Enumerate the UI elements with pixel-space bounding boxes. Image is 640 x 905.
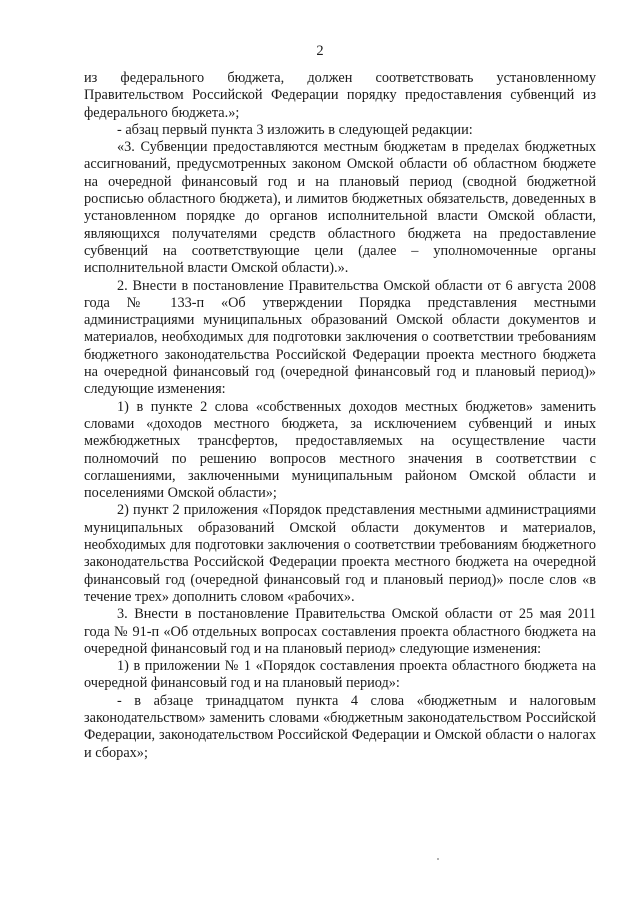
paragraph-section-2-item-2: 2) пункт 2 приложения «Порядок представления местными администрациями муниципальных образований Омской области документов и материалов, необходимых для подготовки заключения о соответствии требованиям бюджетного законодательства Российской Федерации проекта местного бюджета на очередной финансовый год (очередной финансовый год и плановый период)» после слов «в течение трех» дополнить словом «рабочих». [84, 502, 596, 605]
page-number: 2 [316, 43, 324, 59]
paragraph-section-3-item-1: 1) в приложении № 1 «Порядок составления проекта областного бюджета на очередной финансовый год и на плановый период»: [84, 658, 596, 692]
paragraph-subventions-clause: «3. Субвенции предоставляются местным бюджетам в пределах бюджетных ассигнований, предусмотренных законом Омской области об областном бюджете на очередной финансовый год и на плановый период (сводной бюджетной росписью областного бюджета), и лимитов бюджетных обязательств, доведенных в установленном порядке до органов исполнительной власти Омской области, являющихся получателями средств областного бюджета на предоставление субвенций на соответствующие цели (далее – уполномоченные органы исполнительной власти Омской области).». [84, 139, 596, 277]
paragraph-section-3: 3. Внести в постановление Правительства Омской области от 25 мая 2011 года № 91-п «Об отдельных вопросах составления проекта областного бюджета на очередной финансовый год и на плановый период» следующие изменения: [84, 606, 596, 657]
paragraph-section-2-item-1: 1) в пункте 2 слова «собственных доходов местных бюджетов» заменить словами «доходов местного бюджета, за исключением субвенций и иных межбюджетных трансфертов, предоставляемых на осуществление части полномочий по решению вопросов местного значения в соответствии с соглашениями, заключенными муниципальным районом Омской области и поселениями Омской области»; [84, 398, 596, 502]
scan-artifact [437, 858, 439, 860]
paragraph-continuation: из федерального бюджета, должен соответствовать установленному Правительством Российской Федерации порядку предоставления субвенций из федерального бюджета.»; [84, 70, 596, 121]
paragraph-amendment-item-3: - абзац первый пункта 3 изложить в следующей редакции: [117, 121, 473, 138]
document-body [84, 70, 596, 762]
paragraph-section-2: 2. Внести в постановление Правительства Омской области от 6 августа 2008 года № 133-п «Об утверждении Порядка представления местными администрациями муниципальных образований Омской области документов и материалов, необходимых для подготовки заключения о соответствии требованиям бюджетного законодательства Российской Федерации проекта местного бюджета на очередной финансовый год (очередной финансовый год и плановый период)» следующие изменения: [84, 277, 596, 398]
paragraph-section-3-subitem: - в абзаце тринадцатом пункта 4 слова «бюджетным и налоговым законодательством» заменить словами «бюджетным законодательством Российской Федерации, законодательством Российской Федерации и Омской области о налогах и сборах»; [84, 692, 596, 761]
